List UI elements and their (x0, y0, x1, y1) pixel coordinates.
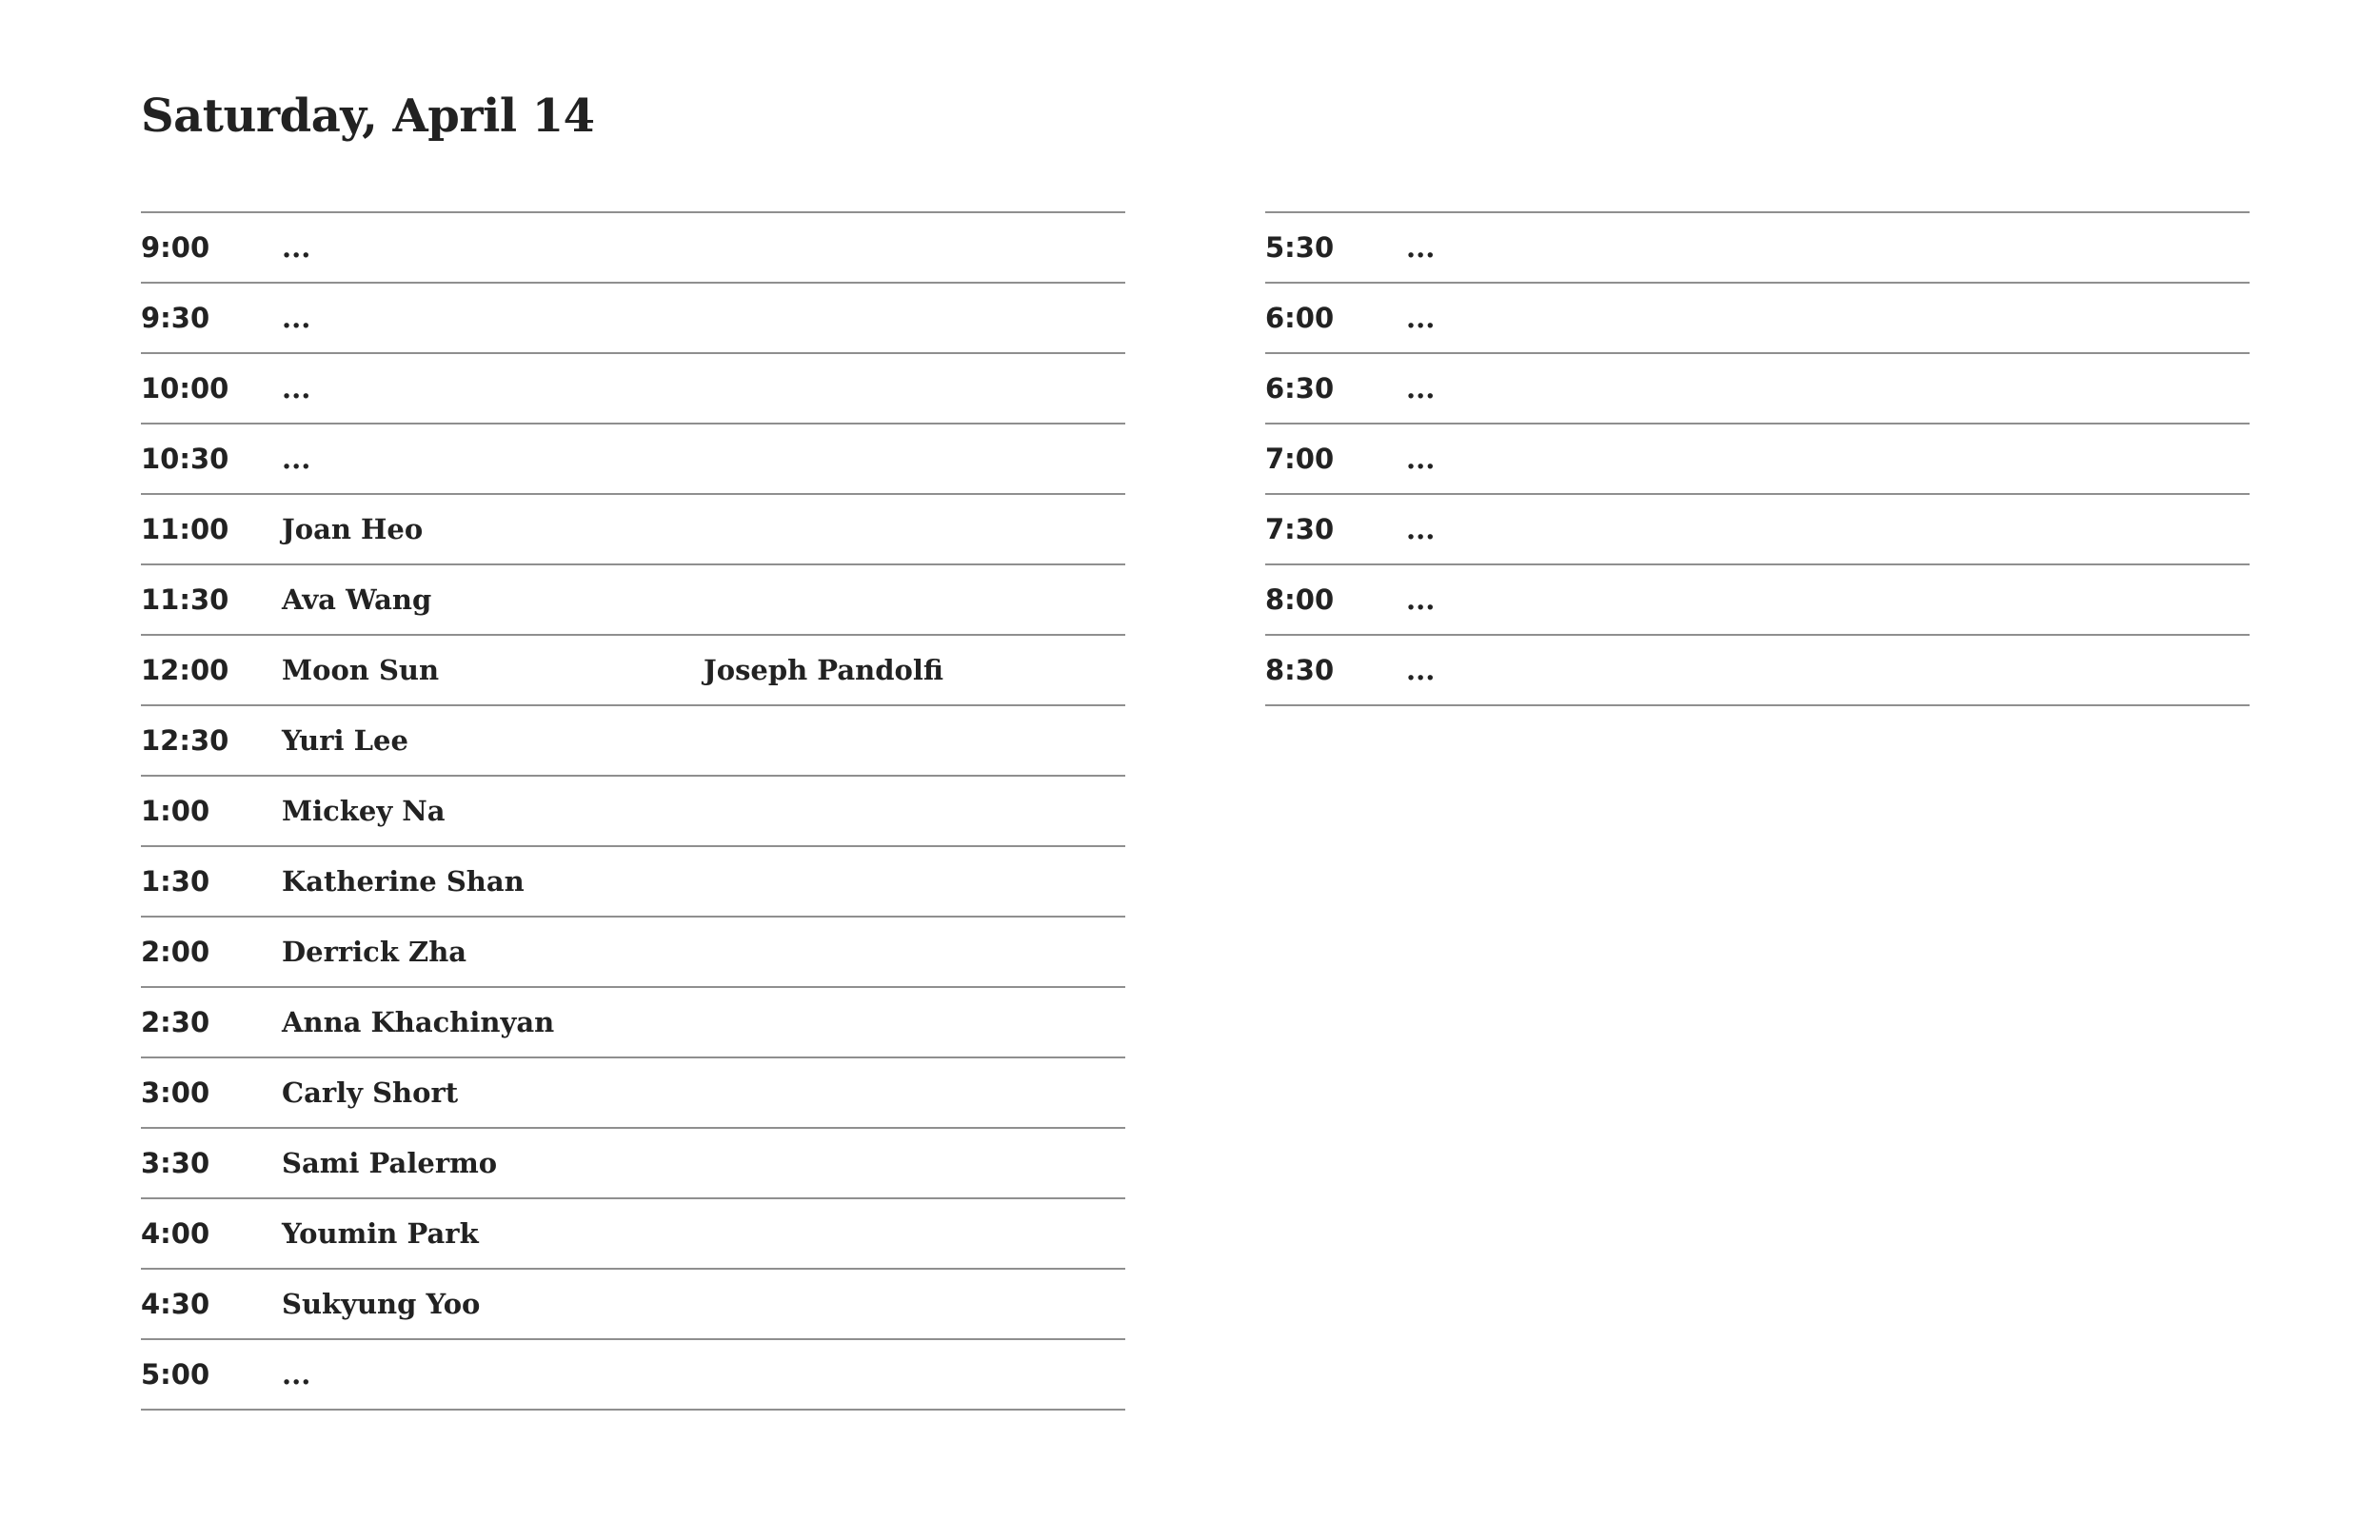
attendee-name: Anna Khachinyan (282, 1006, 555, 1038)
attendee-name: ... (1406, 372, 1436, 405)
time-slot: 11:00 (141, 513, 229, 545)
schedule-column-left (141, 211, 1125, 1411)
attendee-name: ... (1406, 583, 1436, 616)
attendee-name: Moon Sun (282, 654, 440, 686)
time-slot: 6:30 (1265, 372, 1335, 405)
attendee-name-secondary: Joseph Pandolfi (704, 654, 943, 686)
schedule-row (141, 777, 1125, 847)
schedule-row (141, 1270, 1125, 1340)
schedule-row (1265, 565, 2250, 636)
schedule-row (1265, 495, 2250, 565)
schedule-row (1265, 424, 2250, 495)
attendee-name: ... (282, 302, 311, 334)
attendee-name: ... (282, 443, 311, 475)
schedule-row (141, 424, 1125, 495)
time-slot: 9:30 (141, 302, 210, 334)
time-slot: 12:30 (141, 724, 229, 757)
attendee-name: Carly Short (282, 1076, 459, 1109)
schedule-row (141, 213, 1125, 284)
schedule-row (141, 284, 1125, 354)
attendee-name: Youmin Park (282, 1217, 479, 1250)
time-slot: 5:30 (1265, 231, 1335, 264)
time-slot: 7:30 (1265, 513, 1335, 545)
time-slot: 4:00 (141, 1217, 210, 1250)
attendee-name: Derrick Zha (282, 936, 467, 968)
page-title: Saturday, April 14 (141, 89, 595, 143)
schedule-row (141, 988, 1125, 1058)
schedule-row (1265, 354, 2250, 424)
schedule-row (141, 1340, 1125, 1411)
schedule-row (1265, 636, 2250, 706)
attendee-name: Mickey Na (282, 795, 446, 827)
schedule-row (141, 565, 1125, 636)
time-slot: 7:00 (1265, 443, 1335, 475)
schedule-row (141, 495, 1125, 565)
schedule-row (141, 918, 1125, 988)
time-slot: 5:00 (141, 1358, 210, 1391)
attendee-name: ... (282, 372, 311, 405)
schedule-row (1265, 213, 2250, 284)
attendee-name: Sami Palermo (282, 1147, 498, 1179)
schedule-row (141, 1058, 1125, 1129)
time-slot: 8:30 (1265, 654, 1335, 686)
attendee-name: Ava Wang (282, 583, 432, 616)
attendee-name: Joan Heo (282, 513, 424, 545)
time-slot: 3:30 (141, 1147, 210, 1179)
attendee-name: ... (1406, 443, 1436, 475)
schedule-row (1265, 284, 2250, 354)
time-slot: 10:30 (141, 443, 229, 475)
time-slot: 11:30 (141, 583, 229, 616)
attendee-name: ... (282, 1358, 311, 1391)
time-slot: 6:00 (1265, 302, 1335, 334)
attendee-name: Katherine Shan (282, 865, 525, 898)
time-slot: 2:00 (141, 936, 210, 968)
time-slot: 2:30 (141, 1006, 210, 1038)
time-slot: 10:00 (141, 372, 229, 405)
attendee-name: Yuri Lee (282, 724, 408, 757)
schedule-row (141, 354, 1125, 424)
time-slot: 1:00 (141, 795, 210, 827)
time-slot: 8:00 (1265, 583, 1335, 616)
attendee-name: ... (1406, 654, 1436, 686)
attendee-name: ... (1406, 513, 1436, 545)
attendee-name: ... (1406, 231, 1436, 264)
time-slot: 9:00 (141, 231, 210, 264)
schedule-row (141, 706, 1125, 777)
schedule-row (141, 847, 1125, 918)
schedule-row (141, 1199, 1125, 1270)
attendee-name: ... (282, 231, 311, 264)
schedule-row (141, 636, 1125, 706)
time-slot: 3:00 (141, 1076, 210, 1109)
attendee-name: Sukyung Yoo (282, 1288, 481, 1320)
attendee-name: ... (1406, 302, 1436, 334)
schedule-row (141, 1129, 1125, 1199)
schedule-column-right (1265, 211, 2250, 706)
time-slot: 12:00 (141, 654, 229, 686)
time-slot: 1:30 (141, 865, 210, 898)
time-slot: 4:30 (141, 1288, 210, 1320)
